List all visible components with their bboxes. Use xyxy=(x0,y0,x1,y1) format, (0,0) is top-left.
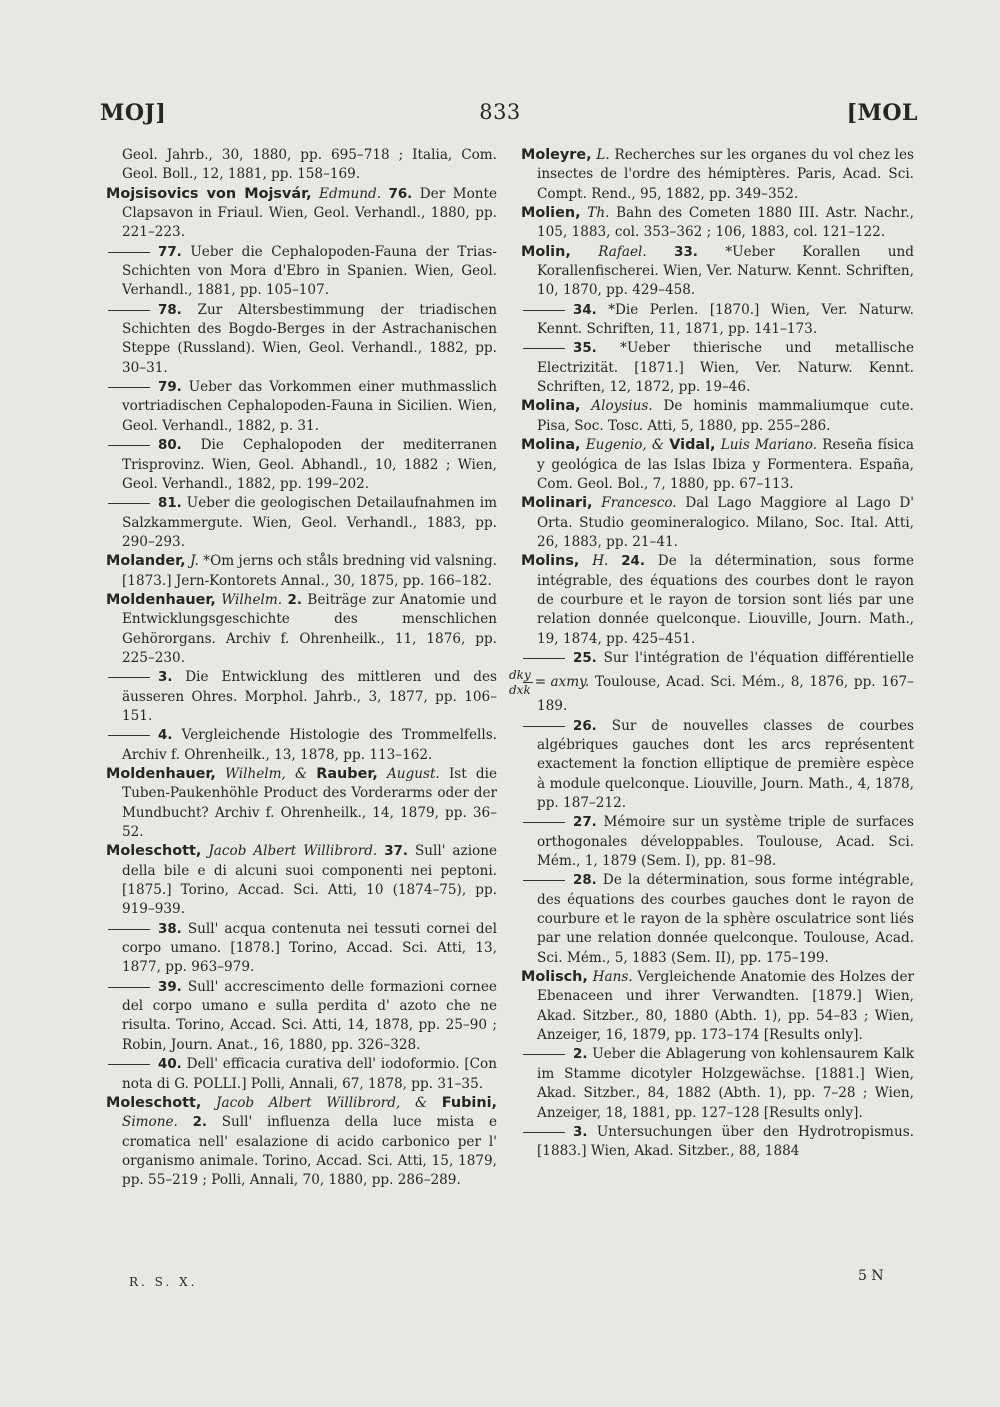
entry-text: *Die Perlen. [1870.] Wien, Ver. Naturw. Kennt. Schriften, 11, 1871, pp. 141–173. xyxy=(537,301,914,338)
entry-text: Vergleichende Anatomie des Holzes der Ebenaceen und ihrer Verwandten. [1879.] Wien, Akad. Sitzber., 80, 1880 (Abth. 1), pp. 54–83 ; Wien, Anzeiger, 16, 1879, pp. 173–174 [Results only]. xyxy=(537,969,914,1044)
signature-mark: R. S. X. xyxy=(129,1275,198,1289)
bibliography-entry xyxy=(521,871,914,968)
author-name: Moldenhauer, xyxy=(106,766,216,782)
entry-number: 80. xyxy=(158,438,182,454)
sheet-mark: 5 N xyxy=(858,1268,884,1284)
author-name: Molin, xyxy=(521,243,571,260)
ditto-rule xyxy=(523,310,565,311)
author-name: Moleschott, xyxy=(106,1094,202,1111)
bibliography-entry xyxy=(106,146,497,185)
ditto-rule xyxy=(108,677,150,678)
bibliography-entry xyxy=(521,717,914,814)
author-given-name: Hans. xyxy=(592,969,633,986)
bibliography-entry xyxy=(106,301,497,378)
coauthor-given-name: Luis Mariano. xyxy=(720,437,817,454)
entry-text: Zur Altersbestimmung der triadischen Schichten des Bogdo-Berges in der Astrachanischen Steppe (Russland). Wien, Geol. Verhandl., 1882, pp. 30–31. xyxy=(122,301,497,376)
author-given-name: J. xyxy=(190,553,199,570)
author-name: Molina, xyxy=(521,437,581,454)
coauthor-name: Rauber, xyxy=(316,766,378,782)
derivative-fraction xyxy=(509,668,533,698)
author-given-name: H. xyxy=(592,553,609,570)
entry-number: 81. xyxy=(158,496,182,512)
ditto-rule xyxy=(108,445,150,446)
page-number: 833 xyxy=(479,100,521,124)
entry-number: 2. xyxy=(287,592,302,608)
entry-text: Sur de nouvelles classes de courbes algébriques gauches dont les arcs représentent exactement la fonction elliptique de première espèce à module quelconque. Liouville, Journ. Math., 4, 1878, pp. 187–212. xyxy=(537,717,914,811)
header-left-guide: MOJ] xyxy=(100,100,167,126)
bibliography-entry xyxy=(521,243,914,301)
entry-text: Untersuchungen über den Hydrotropismus. [1883.] Wien, Akad. Sitzber., 88, 1884 xyxy=(537,1123,914,1160)
bibliography-entry xyxy=(521,339,914,397)
author-name: Molien, xyxy=(521,205,581,222)
entry-text: De hominis mammaliumque cute. Pisa, Soc. Tosc. Atti, 5, 1880, pp. 255–286. xyxy=(537,398,914,434)
bibliography-entry xyxy=(106,243,497,301)
ditto-rule xyxy=(523,726,565,727)
bibliography-entry xyxy=(106,920,497,978)
entry-number: 40. xyxy=(158,1057,182,1073)
coauthor-name: Fubini, xyxy=(441,1094,497,1111)
entry-text: *Ueber thierische und metallische Electrizität. [1871.] Wien, Ver. Naturw. Kennt. Schriften, 12, 1872, pp. 19–46. xyxy=(537,340,914,396)
entry-number: 28. xyxy=(573,873,597,889)
author-given-name: L. xyxy=(596,147,610,163)
entry-number: 38. xyxy=(158,921,182,937)
bibliography-entry xyxy=(521,436,914,494)
entry-text: Ueber das Vorkommen einer muthmasslich vortriadischen Cephalopoden-Fauna in Sicilien. Wien, Geol. Verhandl., 1882, p. 31. xyxy=(122,379,497,434)
fraction-denominator: dxk xyxy=(509,683,531,698)
entry-number: 26. xyxy=(573,718,597,734)
bibliography-entry xyxy=(106,726,497,765)
bibliography-entry xyxy=(521,1123,914,1162)
author-name: Moleschott, xyxy=(106,843,202,860)
coauthor-name: Vidal, xyxy=(669,437,716,454)
bibliography-entry xyxy=(509,649,914,717)
author-name: Molinari, xyxy=(521,495,593,512)
author-name: Molina, xyxy=(521,398,581,415)
ditto-rule xyxy=(108,387,150,388)
entry-text: De la détermination, sous forme intégrable, des équations des courbes gauches dont le rayon de courbure et le rayon de la sphère osculatrice sont liés par une relation donnée quelconque. Toulouse, Acad. Sci. Mém., 5, 1883 (Sem. II), pp. 175–199. xyxy=(537,872,914,966)
entry-text: *Om jerns och ståls bredning vid valsning. [1873.] Jern-Kontorets Annal., 30, 1875, pp. 166–182. xyxy=(122,553,497,589)
author-given-name: Wilhelm. xyxy=(221,591,283,608)
entry-number: 27. xyxy=(573,815,597,831)
entry-text: Dell' efficacia curativa dell' iodoformio. [Con nota di G. POLLI.] Polli, Annali, 67, 1878, pp. 31–35. xyxy=(122,1056,497,1092)
entry-number: 39. xyxy=(158,979,182,995)
entry-text: Sull' influenza della luce mista e cromatica nell' esalazione di acido carbonico per l' organismo animale. Torino, Accad. Sci. Atti, 15, 1879, pp. 55–219 ; Polli, Annali, 70, 1880, pp. 286–289. xyxy=(122,1114,497,1189)
coauthor-given-name: August. xyxy=(386,766,440,782)
ditto-rule xyxy=(523,880,565,881)
ditto-rule xyxy=(108,252,150,253)
author-name: Molins, xyxy=(521,553,580,570)
entry-number: 4. xyxy=(158,728,173,744)
bibliography-entry xyxy=(106,978,497,1055)
bibliography-entry xyxy=(106,591,497,668)
author-given-name: Eugenio, & xyxy=(585,437,665,454)
ditto-rule xyxy=(523,348,565,349)
entry-text: Ueber die Cephalopoden-Fauna der Trias-Schichten von Mora d'Ebro in Spanien. Wien, Geol. Verhandl., 1881, pp. 105–107. xyxy=(122,243,498,299)
ditto-rule xyxy=(108,987,150,988)
bibliography-entry xyxy=(106,494,497,552)
author-name: Mojsisovics von Mojsvár, xyxy=(106,185,312,202)
right-column xyxy=(509,146,915,1162)
entry-text: Mémoire sur un système triple de surfaces orthogonales développables. Toulouse, Acad. Sci. Mém., 1, 1879 (Sem. I), pp. 81–98. xyxy=(537,814,914,870)
entry-text: *Ueber Korallen und Korallenfischerei. Wien, Ver. Naturw. Kennt. Schriften, 10, 1870, pp. 429–458. xyxy=(537,243,914,299)
bibliography-entry xyxy=(521,1045,914,1122)
ditto-rule xyxy=(108,735,150,736)
entry-text: Dal Lago Maggiore al Lago D' Orta. Studio geomineralogico. Milano, Soc. Ital. Atti, 26, 1883, pp. 21–41. xyxy=(537,495,915,550)
entry-text: Ueber die Ablagerung von kohlensaurem Kalk im Stamme dicotyler Holzgewächse. [1881.] Wien, Akad. Sitzber., 84, 1882 (Abth. 1), pp. 7–28 ; Wien, Anzeiger, 18, 1881, pp. 127–128 [Results only]. xyxy=(537,1046,914,1121)
author-given-name: Aloysius. xyxy=(591,398,653,415)
entry-text-continued: Toulouse, Acad. Sci. Mém., 8, 1876, pp. 167–189. xyxy=(537,674,914,715)
entry-number: 79. xyxy=(158,380,182,396)
ditto-rule xyxy=(523,1054,565,1055)
entry-text: Sull' accrescimento delle formazioni cornee del corpo umano e sulla perdita d' azoto che ne risulta. Torino, Accad. Sci. Atti, 14, 1878, pp. 25–90 ; Robin, Journ. Anat., 16, 1880, pp. 326–328. xyxy=(122,978,497,1053)
bibliography-entry xyxy=(521,301,914,340)
author-given-name: Jacob Albert Willibrord, & xyxy=(216,1094,428,1111)
entry-text: Die Entwicklung des mittleren und des äusseren Ohres. Morphol. Jahrb., 3, 1877, pp. 106–151. xyxy=(122,669,497,724)
author-name: Moleyre, xyxy=(521,147,592,163)
bibliography-entry xyxy=(521,397,914,436)
entry-text: Beiträge zur Anatomie und Entwicklungsgeschichte des menschlichen Gehörorgans. Archiv f. Ohrenheilk., 11, 1876, pp. 225–230. xyxy=(122,591,497,666)
bibliography-entry xyxy=(106,552,497,591)
author-name: Molander, xyxy=(106,553,186,570)
entry-text: Ist die Tuben-Paukenhöhle Product des Vorderarms oder der Mundbucht? Archiv f. Ohrenheilk., 14, 1879, pp. 36–52. xyxy=(122,766,497,841)
entry-number: 78. xyxy=(158,302,182,318)
bibliography-entry xyxy=(106,668,497,726)
equation-rhs: = axmy. xyxy=(534,674,590,691)
entry-text: Reseña física y geológica de las Islas Ibiza y Formentera. España, Com. Geol. Bol., 7, 1880, pp. 67–113. xyxy=(537,437,914,492)
entry-number: 37. xyxy=(384,844,408,860)
bibliography-entry xyxy=(106,436,497,494)
author-given-name: Rafael. xyxy=(598,243,647,260)
entry-number: 3. xyxy=(158,670,173,686)
bibliography-entry xyxy=(106,842,497,919)
left-column xyxy=(106,146,497,1191)
entry-number: 77. xyxy=(158,244,182,260)
ditto-rule xyxy=(108,503,150,504)
fraction-numerator: dky xyxy=(509,668,531,683)
entry-number: 35. xyxy=(573,341,597,357)
author-given-name: Francesco. xyxy=(601,495,677,512)
entry-number: 25. xyxy=(573,650,597,666)
entry-number: 34. xyxy=(573,302,597,318)
bibliography-entry xyxy=(521,813,914,871)
entry-text: Vergleichende Histologie des Trommelfells. Archiv f. Ohrenheilk., 13, 1878, pp. 113–162. xyxy=(122,727,497,763)
bibliography-entry xyxy=(106,1094,497,1191)
author-given-name: Jacob Albert Willibrord. xyxy=(208,843,378,860)
bibliography-entry xyxy=(521,552,914,649)
entry-text: De la détermination, sous forme intégrable, des équations des courbes dont le rayon de courbure et le rayon de torsion sont liés par une relation donnée quelconque. Liouville, Journ. Math., 19, 1874, pp. 425–451. xyxy=(537,553,915,647)
ditto-rule xyxy=(523,1132,565,1133)
entry-text: Die Cephalopoden der mediterranen Trisprovinz. Wien, Geol. Abhandl., 10, 1882 ; Wien, Geol. Verhandl., 1882, pp. 199–202. xyxy=(122,437,497,492)
author-name: Moldenhauer, xyxy=(106,591,216,608)
ditto-rule xyxy=(523,822,565,823)
entry-text: Sur l'intégration de l'équation différentielle xyxy=(603,649,914,666)
bibliography-entry xyxy=(521,968,914,1045)
entry-number: 2. xyxy=(192,1115,207,1131)
author-given-name: Wilhelm, & xyxy=(225,766,308,782)
entry-number: 33. xyxy=(674,244,698,260)
entry-number: 2. xyxy=(573,1047,588,1063)
bibliography-entry xyxy=(521,494,914,552)
entry-text: Sull' azione della bile e di alcuni suoi componenti nei peptoni. [1875.] Torino, Accad. Sci. Atti, 10 (1874–75), pp. 919–939. xyxy=(122,843,498,918)
entry-number: 3. xyxy=(573,1124,588,1140)
entry-text: Bahn des Cometen 1880 III. Astr. Nachr., 105, 1883, col. 353–362 ; 106, 1883, col. 121–122. xyxy=(537,205,915,241)
ditto-rule xyxy=(108,1064,150,1065)
bibliography-entry xyxy=(106,765,497,842)
bibliography-entry xyxy=(521,146,914,204)
bibliography-entry xyxy=(521,204,914,243)
header-right-guide: [MOL xyxy=(846,100,918,126)
author-given-name: Th. xyxy=(587,205,610,222)
entry-number: 24. xyxy=(621,554,645,570)
entry-number: 76. xyxy=(388,186,413,202)
author-name: Molisch, xyxy=(521,969,588,986)
bibliography-entry xyxy=(106,185,497,243)
entry-text: Sull' acqua contenuta nei tessuti cornei del corpo umano. [1878.] Torino, Accad. Sci. Atti, 13, 1877, pp. 963–979. xyxy=(122,920,497,976)
coauthor-given-name: Simone. xyxy=(122,1114,178,1131)
author-given-name: Edmund. xyxy=(319,185,382,202)
differential-equation xyxy=(509,668,590,698)
bibliography-entry xyxy=(106,1055,497,1094)
ditto-rule xyxy=(523,658,565,659)
bibliography-entry xyxy=(106,378,497,436)
entry-text: Recherches sur les organes du vol chez les insectes de l'ordre des hémiptères. Paris, Acad. Sci. Compt. Rend., 95, 1882, pp. 349–352. xyxy=(537,147,914,202)
entry-text: Ueber die geologischen Detailaufnahmen im Salzkammergute. Wien, Geol. Verhandl., 1883, pp. 290–293. xyxy=(122,495,497,550)
entry-text: Geol. Jahrb., 30, 1880, pp. 695–718 ; Italia, Com. Geol. Boll., 12, 1881, pp. 158–169. xyxy=(122,147,497,183)
entry-text: Der Monte Clapsavon in Friaul. Wien, Geol. Verhandl., 1880, pp. 221–223. xyxy=(122,185,498,241)
ditto-rule xyxy=(108,310,150,311)
ditto-rule xyxy=(108,929,150,930)
